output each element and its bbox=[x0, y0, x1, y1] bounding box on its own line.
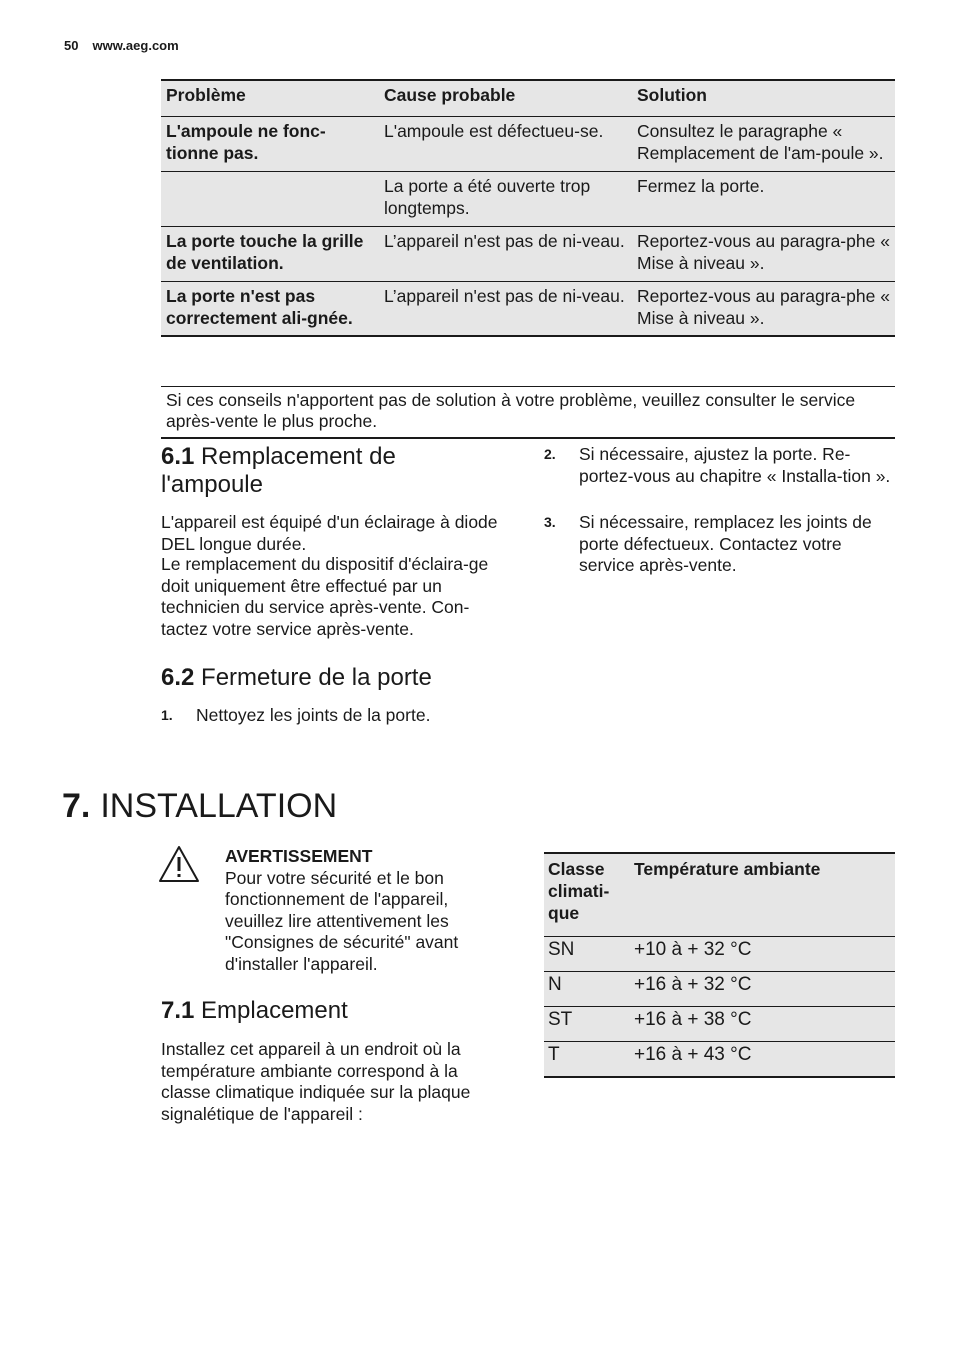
table-row bbox=[161, 227, 895, 282]
table-row bbox=[544, 1042, 895, 1078]
chapter-title: INSTALLATION bbox=[100, 787, 338, 825]
table-row bbox=[544, 972, 895, 1007]
section-6-2-heading bbox=[161, 664, 511, 692]
cause-cell: L’appareil n'est pas de ni-veau. bbox=[379, 227, 632, 282]
chapter-number: 7. bbox=[62, 787, 91, 825]
class-cell: N bbox=[544, 972, 630, 1007]
step-text: Nettoyez les joints de la porte. bbox=[196, 705, 431, 725]
solution-cell: Reportez-vous au paragra-phe « Mise à niveau ». bbox=[632, 227, 895, 282]
column-header-temperature: Température ambiante bbox=[630, 853, 895, 937]
section-6-1-heading bbox=[161, 443, 491, 499]
section-number: 6.1 bbox=[161, 443, 195, 470]
temperature-cell: +10 à + 32 °C bbox=[630, 937, 895, 972]
table-row bbox=[544, 1007, 895, 1042]
climate-class-table bbox=[544, 852, 895, 1078]
site-url: www.aeg.com bbox=[92, 38, 179, 53]
step-number: 3. bbox=[544, 514, 556, 530]
section-7-1-heading bbox=[161, 997, 511, 1025]
section-7-1-text: Installez cet appareil à un endroit où la température ambiante correspond à la classe climatique indiquée sur la plaque signalétique de l'appareil : bbox=[161, 1039, 471, 1124]
warning-title: AVERTISSEMENT bbox=[225, 846, 373, 866]
temperature-cell: +16 à + 43 °C bbox=[630, 1042, 895, 1078]
table-row bbox=[161, 172, 895, 227]
page-header bbox=[64, 38, 179, 53]
section-number: 7.1 bbox=[161, 997, 195, 1024]
solution-cell: Fermez la porte. bbox=[632, 172, 895, 227]
table-header-row bbox=[544, 853, 895, 937]
table-footnote: Si ces conseils n'apportent pas de solution à votre problème, veuillez consulter le service après-vente le plus proche. bbox=[161, 386, 895, 439]
cause-cell: L’appareil n'est pas de ni-veau. bbox=[379, 282, 632, 337]
step-number: 2. bbox=[544, 446, 556, 462]
column-header-cause: Cause probable bbox=[379, 80, 632, 117]
table-row bbox=[161, 117, 895, 172]
problem-cell: La porte touche la grille de ventilation. bbox=[161, 227, 379, 282]
section-title: Fermeture de la porte bbox=[201, 664, 432, 691]
class-cell: T bbox=[544, 1042, 630, 1078]
chapter-7-heading bbox=[62, 786, 337, 826]
cause-cell: La porte a été ouverte trop longtemps. bbox=[379, 172, 632, 227]
problem-cell bbox=[161, 172, 379, 227]
section-number: 6.2 bbox=[161, 664, 195, 691]
warning-text: Pour votre sécurité et le bon fonctionnement de l'appareil, veuillez lire attentivement les "Consignes de sécurité" avant d'installer l'appareil. bbox=[225, 867, 459, 974]
step-text: Si nécessaire, ajustez la porte. Re-portez-vous au chapitre « Installa-tion ». bbox=[579, 444, 891, 486]
solution-cell: Consultez le paragraphe « Remplacement de l'am-poule ». bbox=[632, 117, 895, 172]
cause-cell: L'ampoule est défectueu-se. bbox=[379, 117, 632, 172]
step-text: Si nécessaire, remplacez les joints de porte défectueux. Contactez votre service après-vente. bbox=[579, 512, 872, 575]
solution-cell: Reportez-vous au paragra-phe « Mise à niveau ». bbox=[632, 282, 895, 337]
temperature-cell: +16 à + 32 °C bbox=[630, 972, 895, 1007]
section-title: Emplacement bbox=[201, 997, 348, 1024]
problem-cell: La porte n'est pas correctement ali-gnée. bbox=[161, 282, 379, 337]
step-number: 1. bbox=[161, 707, 173, 723]
problem-cell: L'ampoule ne fonc-tionne pas. bbox=[161, 117, 379, 172]
column-header-problem: Problème bbox=[161, 80, 379, 117]
page-number: 50 bbox=[64, 38, 79, 53]
table-row bbox=[161, 282, 895, 337]
table-row bbox=[544, 937, 895, 972]
table-header-row bbox=[161, 80, 895, 117]
class-cell: ST bbox=[544, 1007, 630, 1042]
warning-box bbox=[225, 846, 510, 975]
column-header-class: Classe climati-que bbox=[544, 853, 630, 937]
warning-triangle-icon bbox=[158, 845, 200, 883]
section-title: Remplacement de l'ampoule bbox=[161, 443, 396, 498]
troubleshooting-table bbox=[161, 79, 895, 337]
section-6-1-text-1: L'appareil est équipé d'un éclairage à diode DEL longue durée. bbox=[161, 512, 498, 554]
temperature-cell: +16 à + 38 °C bbox=[630, 1007, 895, 1042]
section-6-1-text-2: Le remplacement du dispositif d'éclaira-ge doit uniquement être effectué par un technicien du service après-vente. Con-tactez votre service après-vente. bbox=[161, 554, 489, 639]
column-header-solution: Solution bbox=[632, 80, 895, 117]
class-cell: SN bbox=[544, 937, 630, 972]
